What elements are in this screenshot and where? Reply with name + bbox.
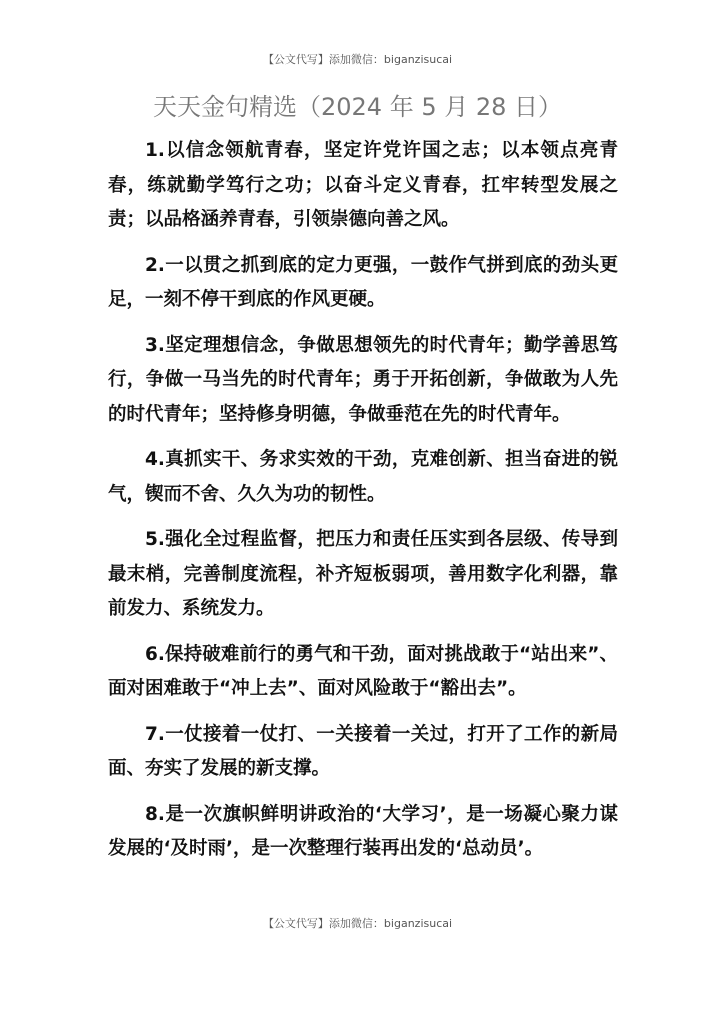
footer-watermark-note: 【公文代写】添加微信：biganzisucai <box>262 917 453 930</box>
quote-item-2: 2.一以贯之抓到底的定力更强，一鼓作气拼到底的劲头更足，一刻不停干到底的作风更硬。 <box>108 254 618 310</box>
quote-list <box>108 134 618 878</box>
quote-item-4: 4.真抓实干、务求实效的干劲，克难创新、担当奋进的锐气，锲而不舍、久久为功的韧性。 <box>108 449 618 505</box>
quote-item-3: 3.坚定理想信念，争做思想领先的时代青年；勤学善思笃行，争做一马当先的时代青年；勇于开拓创新，争做敢为人先的时代青年；坚持修身明德，争做垂范在先的时代青年。 <box>108 334 618 425</box>
quote-item-7: 7.一仗接着一仗打、一关接着一关过，打开了工作的新局面、夯实了发展的新支撑。 <box>108 723 618 779</box>
page-title: 天天金句精选（2024 年 5 月 28 日） <box>152 93 563 121</box>
quote-item-1: 1.以信念领航青春，坚定许党许国之志；以本领点亮青春，练就勤学笃行之功；以奋斗定义青春，扛牢转型发展之责；以品格涵养青春，引领崇德向善之风。 <box>108 140 618 230</box>
quote-item-6: 6.保持破难前行的勇气和干劲，面对挑战敢于“站出来”、面对困难敢于“冲上去”、面对风险敢于“豁出去”。 <box>108 643 618 699</box>
quote-item-5: 5.强化全过程监督，把压力和责任压实到各层级、传导到最末梢，完善制度流程，补齐短板弱项，善用数字化利器，靠前发力、系统发力。 <box>108 529 618 619</box>
header-watermark-note: 【公文代写】添加微信：biganzisucai <box>262 53 453 66</box>
quote-item-8: 8.是一次旗帜鲜明讲政治的‘大学习’，是一场凝心聚力谋发展的‘及时雨’，是一次整理行装再出发的‘总动员’。 <box>108 803 618 859</box>
